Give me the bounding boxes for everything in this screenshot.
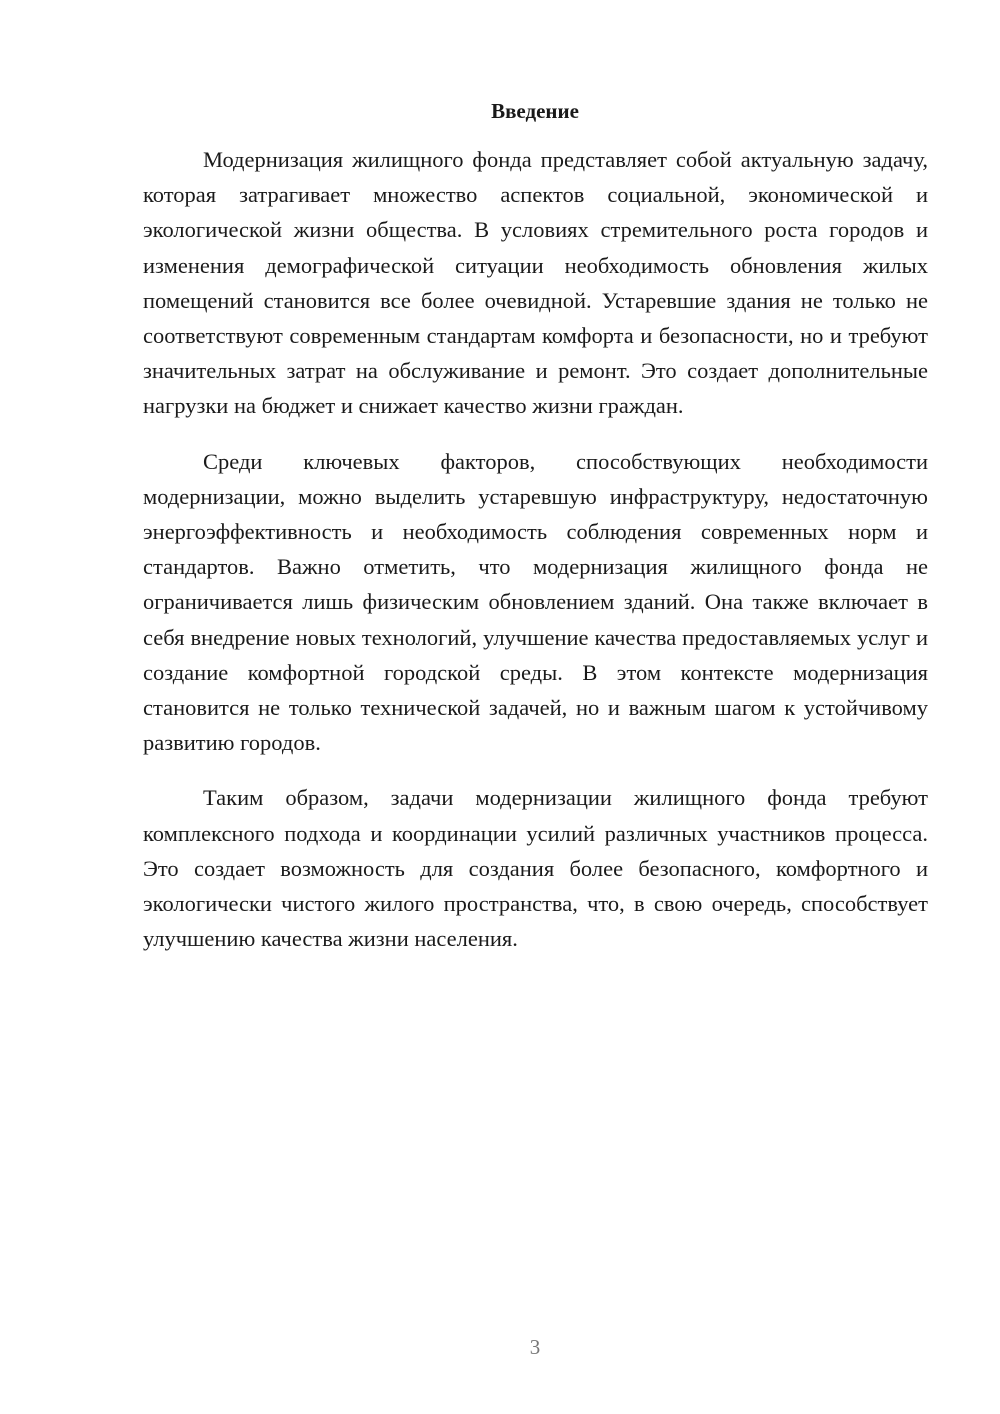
paragraph-2: Среди ключевых факторов, способствующих необходимости модернизации, можно выделить устаревшую инфраструктуру, недостаточную энергоэффективность и необходимость соблюдения современных норм и стандартов. Важно отметить, что модернизация жилищного фонда не ограничивается лишь физическим обновлением зданий. Она также включает в себя внедрение новых технологий, улучшение качества предоставляемых услуг и создание комфортной городской среды. В этом контексте модернизация становится не только технической задачей, но и важным шагом к устойчивому развитию городов. xyxy=(143,448,928,756)
paragraph-3: Таким образом, задачи модернизации жилищного фонда требуют комплексного подхода и координации усилий различных участников процесса. Это создает возможность для создания более безопасного, комфортного и экологически чистого жилого пространства, что, в свою очередь, способствует улучшению качества жизни населения. xyxy=(143,785,928,952)
page-number: 3 xyxy=(529,1335,541,1359)
body-text xyxy=(143,142,928,976)
paragraph-1: Модернизация жилищного фонда представляет собой актуальную задачу, которая затрагивает множество аспектов социальной, экономической и экологической жизни общества. В условиях стремительного роста городов и изменения демографической ситуации необходимость обновления жилых помещений становится все более очевидной. Устаревшие здания не только не соответствуют современным стандартам комфорта и безопасности, но и требуют значительных затрат на обслуживание и ремонт. Это создает дополнительные нагрузки на бюджет и снижает качество жизни граждан. xyxy=(143,147,928,419)
section-heading: Введение xyxy=(491,99,579,123)
